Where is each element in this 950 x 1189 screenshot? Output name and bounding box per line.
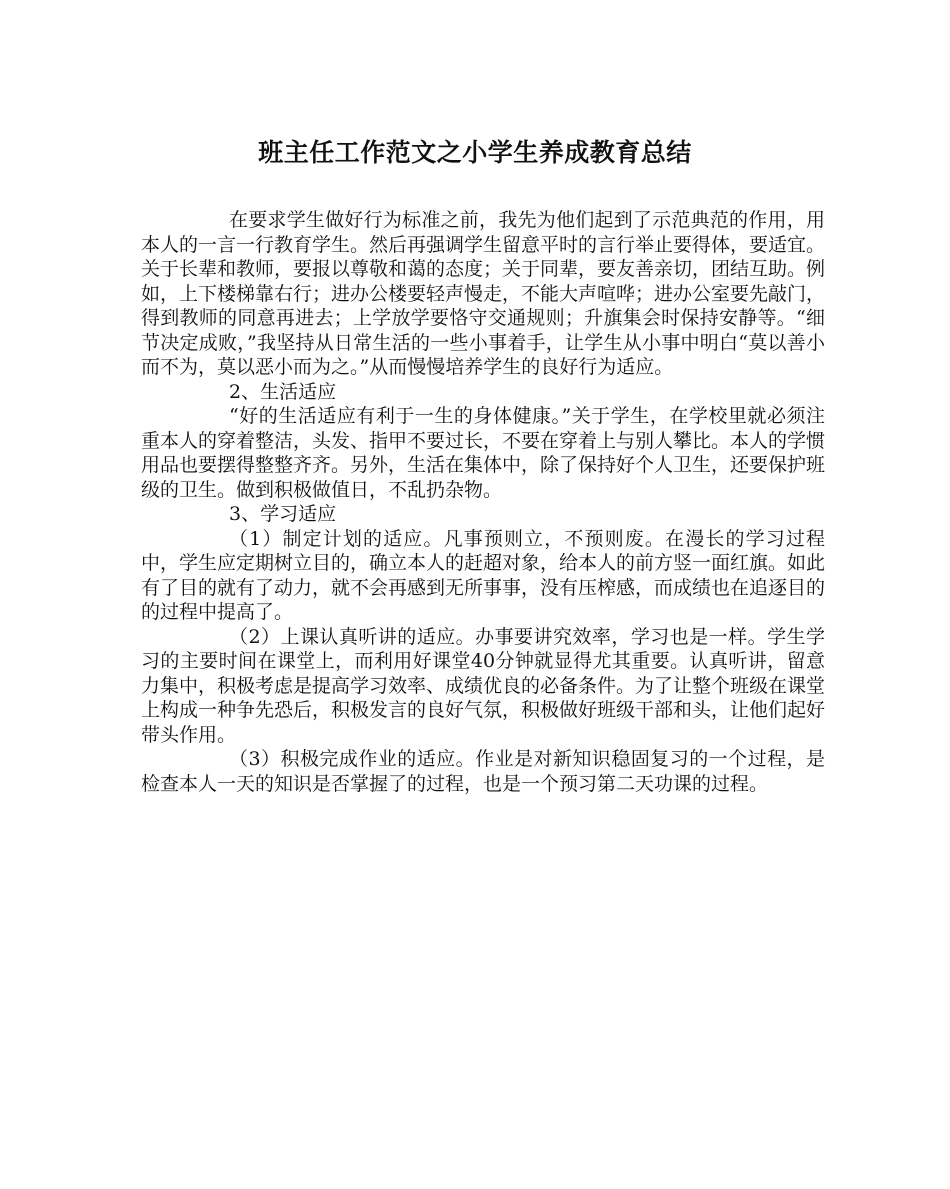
section-heading-life-habits: 2、生活适应 — [229, 380, 337, 403]
section-heading-study-habits: 3、学习适应 — [229, 503, 337, 525]
paragraph-homework-habit: （3）积极完成作业的适应。作业是对新知识稳固复习的一个过程，是检查本人一天的知识是否掌握了的过程，也是一个预习第二天功课的过程。 — [141, 748, 825, 795]
paragraph-life-habits: “好的生活适应有利于一生的身体健康。”关于学生，在学校里就必须注重本人的穿着整洁，头发、指甲不要过长，不要在穿着上与别人攀比。本人的学惯用品也要摆得整整齐齐。另外，生活在集体中，除了保持好个人卫生，还要保护班级的卫生。做到积极做值日，不乱扔杂物。 — [141, 405, 826, 501]
paragraph-planning-habit: （1）制定计划的适应。凡事预则立，不预则废。在漫长的学习过程中，学生应定期树立目的，确立本人的赶超对象，给本人的前方竖一面红旗。如此有了目的就有了动力，就不会再感到无所事事，没有压榨感，而成绩也在追逐目的的过程中提高了。 — [141, 527, 826, 623]
paragraph-behavior-norms: 在要求学生做好行为标准之前，我先为他们起到了示范典范的作用，用本人的一言一行教育学生。然后再强调学生留意平时的言行举止要得体，要适宜。关于长辈和教师，要报以尊敬和蔼的态度；关于同辈，要友善亲切，团结互助。例如，上下楼梯靠右行；进办公楼要轻声慢走，不能大声喧哗；进办公室要先敲门，得到教师的同意再进去；上学放学要恪守交通规则；升旗集会时保持安静等。“细节决定成败，”我坚持从日常生活的一些小事着手，让学生从小事中明白“莫以善小而不为，莫以恶小而为之。”从而慢慢培养学生的良好行为适应。 — [141, 209, 826, 378]
document-title: 班主任工作范文之小学生养成教育总结 — [258, 138, 692, 167]
document-body — [141, 208, 825, 796]
paragraph-listening-habit: （2）上课认真听讲的适应。办事要讲究效率，学习也是一样。学生学习的主要时间在课堂上，而利用好课堂40分钟就显得尤其重要。认真听讲，留意力集中，积极考虑是提高学习效率、成绩优良的必备条件。为了让整个班级在课堂上构成一种争先恐后，积极发言的良好气氛，积极做好班级干部和头，让他们起好带头作用。 — [141, 625, 826, 746]
